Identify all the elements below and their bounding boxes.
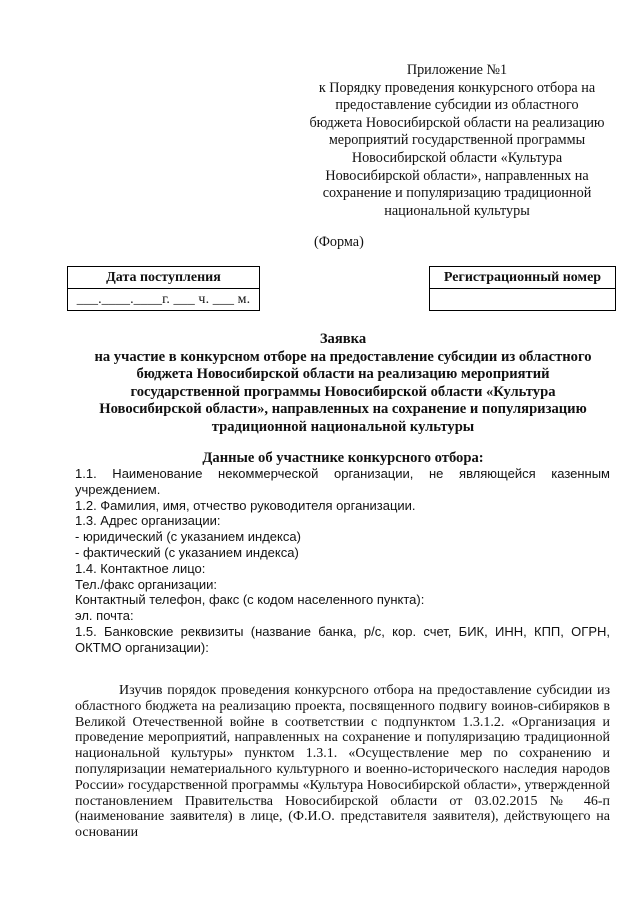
title-line: государственной программы Новосибирской области «Культура xyxy=(130,383,556,400)
title-line: бюджета Новосибирской области на реализацию мероприятий xyxy=(136,366,550,383)
receipt-date-header: Дата поступления xyxy=(68,267,260,289)
registration-number-table xyxy=(429,266,616,311)
field-director-name: 1.2. Фамилия, имя, отчество руководителя организации. xyxy=(75,497,416,513)
appendix-line: Приложение №1 xyxy=(406,62,508,78)
participant-section-heading: Данные об участнике конкурсного отбора: xyxy=(202,450,484,466)
appendix-line: предоставление субсидии из областного xyxy=(335,97,579,114)
field-bank-details: 1.5. Банковские реквизиты (название банка, р/с, кор. счет, БИК, ИНН, КПП, ОГРН, ОКТМО организации): xyxy=(75,623,610,655)
form-label: (Форма) xyxy=(314,234,364,250)
receipt-date-table xyxy=(67,266,260,311)
field-actual-address: - фактический (с указанием индекса) xyxy=(75,544,299,560)
appendix-line: мероприятий государственной программы xyxy=(328,132,586,149)
participant-fields xyxy=(75,466,610,656)
field-org-phone: Тел./факс организации: xyxy=(75,576,218,592)
appendix-line: национальной культуры xyxy=(384,202,530,219)
registration-number-header: Регистрационный номер xyxy=(430,267,616,289)
field-contact-person: 1.4. Контактное лицо: xyxy=(75,560,206,576)
receipt-date-field[interactable]: ___.____.____г. ___ ч. ___ м. xyxy=(68,289,260,311)
appendix-line: бюджета Новосибирской области на реализацию xyxy=(309,114,605,131)
title-line: Новосибирской области», направленных на сохранение и популяризацию xyxy=(99,401,587,418)
title-line: традиционной национальной культуры xyxy=(211,418,475,435)
appendix-line: к Порядку проведения конкурсного отбора на xyxy=(318,79,596,96)
registration-number-field[interactable] xyxy=(430,289,616,311)
title-line: на участие в конкурсном отборе на предоставление субсидии из областного xyxy=(94,348,592,365)
application-title xyxy=(60,331,626,437)
appendix-line: сохранение и популяризацию традиционной xyxy=(322,185,592,202)
statement-paragraph xyxy=(75,683,610,841)
field-contact-phone: Контактный телефон, факс (с кодом населенного пункта): xyxy=(75,592,425,608)
field-email: эл. почта: xyxy=(75,608,134,624)
field-address: 1.3. Адрес организации: xyxy=(75,513,221,529)
appendix-line: Новосибирской области «Культура xyxy=(351,149,563,166)
appendix-line: Новосибирской области», направленных на xyxy=(325,167,589,184)
field-legal-address: - юридический (с указанием индекса) xyxy=(75,529,301,545)
field-org-name: 1.1. Наименование некоммерческой организации, не являющейся казенным учреждением. xyxy=(75,466,610,497)
title-line: Заявка xyxy=(319,331,367,347)
statement-text: Изучив порядок проведения конкурсного отбора на предоставление субсидии из областного бюджета на реализацию проекта, посвященного подвигу воинов-сибиряков в Великой Отечественной войне в соответствии с подпунктом 1.3.1.2. «Организация и проведение мероприятий, направленных на сохранение и популяризацию традиционной национальной культуры» пунктом 1.3.1. «Осуществление мер по сохранению и популяризации нематериального культурного и военно-исторического наследия народов России» государственной программы «Культура Новосибирской области», утвержденной постановлением Правительства Новосибирской области от 03.02.2015 № 46-п (наименование заявителя) в лице, (Ф.И.О. представителя заявителя), действующего на основании xyxy=(75,683,610,841)
appendix-header xyxy=(298,62,616,220)
